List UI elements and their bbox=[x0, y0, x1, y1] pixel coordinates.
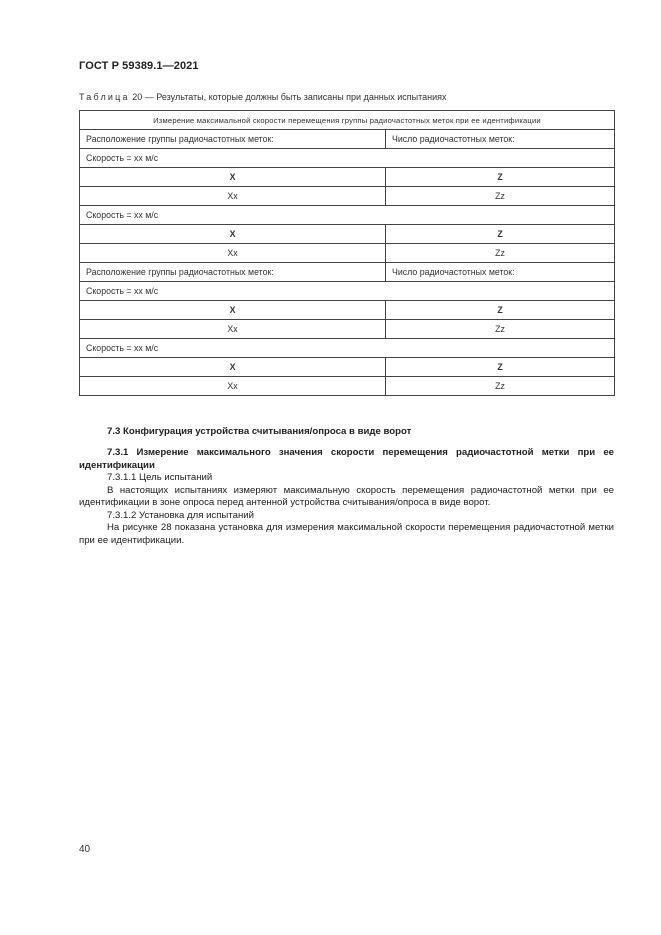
z-header-cell: Z bbox=[386, 225, 615, 244]
x-value-cell: Xx bbox=[80, 187, 386, 206]
item-paragraph: В настоящих испытаниях измеряют максимальную скорость перемещения радиочастотной метки при ее идентификации в зоне опроса перед антенной устройства считывания/опроса в виде ворот. bbox=[79, 484, 614, 508]
speed-cell: Скорость = хх м/с bbox=[80, 206, 615, 225]
z-value-cell: Zz bbox=[386, 244, 615, 263]
z-header-cell: Z bbox=[386, 358, 615, 377]
x-value-cell: Xx bbox=[80, 320, 386, 339]
table-row bbox=[80, 320, 615, 339]
section-body bbox=[79, 447, 614, 547]
subsection-heading: 7.3.1 Измерение максимального значения скорости перемещения радиочастотной метки при ее идентификации bbox=[79, 447, 614, 471]
table-row bbox=[80, 301, 615, 320]
table-row bbox=[80, 225, 615, 244]
results-table bbox=[79, 110, 615, 396]
z-value-cell: Zz bbox=[386, 377, 615, 396]
x-value-cell: Xx bbox=[80, 377, 386, 396]
document-header: ГОСТ Р 59389.1—2021 bbox=[79, 60, 199, 72]
group-location-cell: Расположение группы радиочастотных меток: bbox=[80, 130, 386, 149]
table-row bbox=[80, 168, 615, 187]
page-number: 40 bbox=[79, 844, 91, 855]
speed-cell: Скорость = хх м/с bbox=[80, 339, 615, 358]
x-header-cell: X bbox=[80, 225, 386, 244]
z-value-cell: Zz bbox=[386, 320, 615, 339]
item-heading: 7.3.1.1 Цель испытаний bbox=[107, 472, 213, 483]
table-row bbox=[80, 111, 615, 130]
x-value-cell: Xx bbox=[80, 244, 386, 263]
table-row bbox=[80, 187, 615, 206]
x-header-cell: X bbox=[80, 358, 386, 377]
table-row bbox=[80, 358, 615, 377]
table-row bbox=[80, 206, 615, 225]
section-heading: 7.3 Конфигурация устройства считывания/опроса в виде ворот bbox=[107, 426, 412, 437]
tag-count-cell: Число радиочастотных меток: bbox=[386, 263, 615, 282]
table-row bbox=[80, 244, 615, 263]
table-title: Измерение максимальной скорости перемещения группы радиочастотных меток при ее идентификации bbox=[80, 111, 615, 130]
table-row bbox=[80, 263, 615, 282]
table-caption-text: 20 — Результаты, которые должны быть записаны при данных испытаниях bbox=[132, 92, 447, 102]
table-row bbox=[80, 282, 615, 301]
group-location-cell: Расположение группы радиочастотных меток: bbox=[80, 263, 386, 282]
table-caption bbox=[79, 92, 447, 102]
x-header-cell: X bbox=[80, 301, 386, 320]
z-header-cell: Z bbox=[386, 168, 615, 187]
table-row bbox=[80, 130, 615, 149]
table-caption-label: Таблица bbox=[79, 92, 130, 102]
x-header-cell: X bbox=[80, 168, 386, 187]
item-paragraph: На рисунке 28 показана установка для измерения максимальной скорости перемещения радиочастотной метки при ее идентификации. bbox=[79, 522, 614, 546]
speed-cell: Скорость = хх м/с bbox=[80, 149, 615, 168]
table-row bbox=[80, 149, 615, 168]
z-value-cell: Zz bbox=[386, 187, 615, 206]
table-row bbox=[80, 339, 615, 358]
item-heading: 7.3.1.2 Установка для испытаний bbox=[107, 509, 254, 521]
tag-count-cell: Число радиочастотных меток: bbox=[386, 130, 615, 149]
table-row bbox=[80, 377, 615, 396]
z-header-cell: Z bbox=[386, 301, 615, 320]
speed-cell: Скорость = хх м/с bbox=[80, 282, 615, 301]
